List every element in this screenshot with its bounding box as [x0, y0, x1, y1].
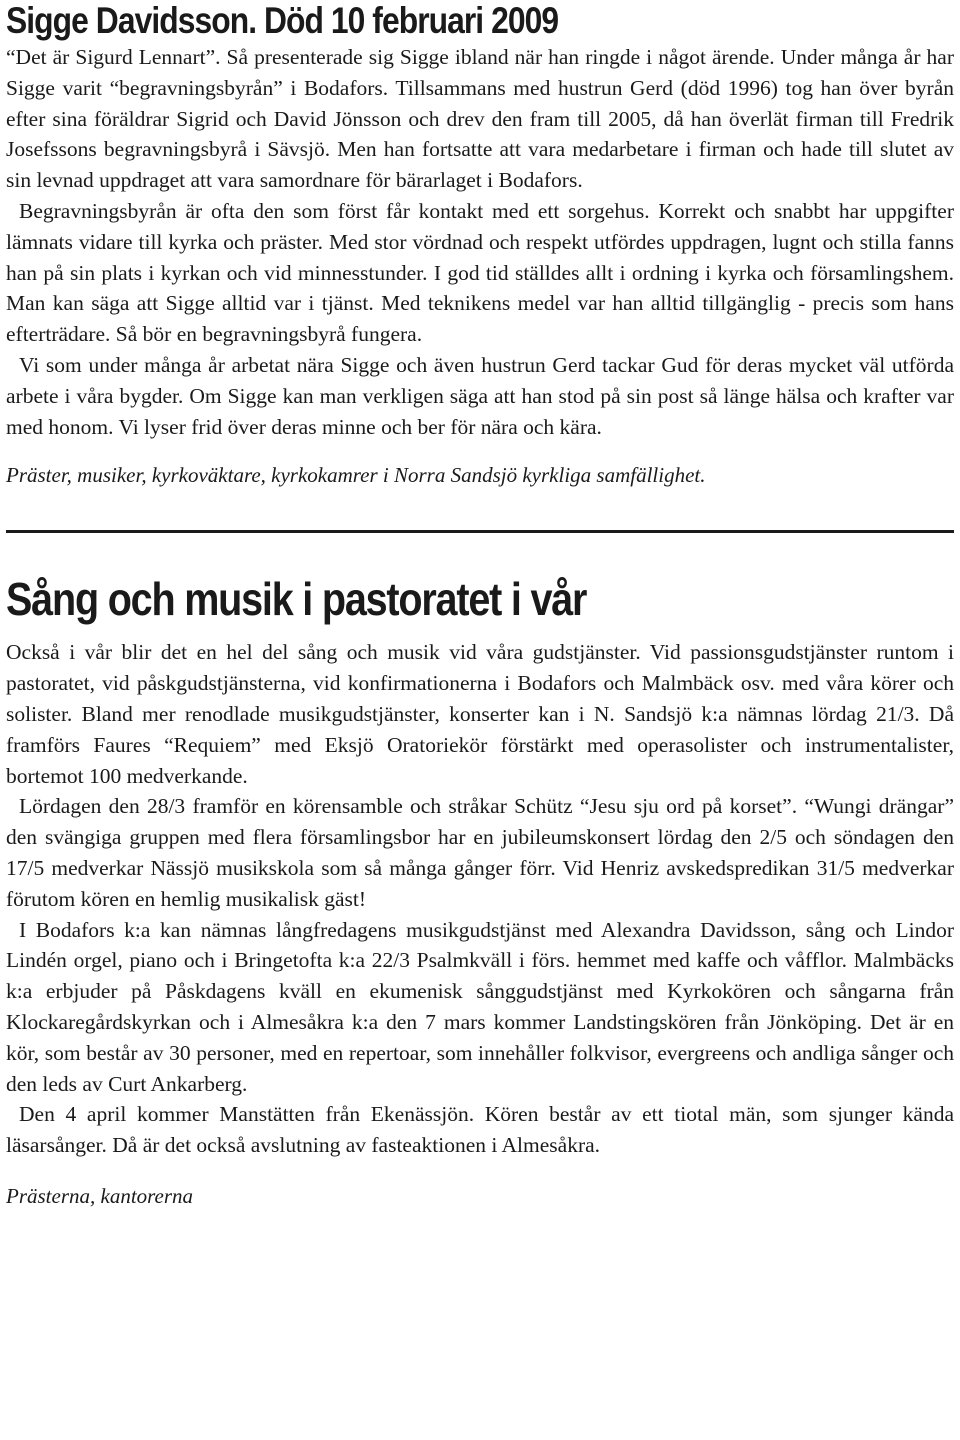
music-article-title: Sång och musik i pastoratet i vår [6, 573, 587, 626]
obituary-title: Sigge Davidsson. Död 10 februari 2009 [6, 0, 559, 41]
obituary-paragraph-1: “Det är Sigurd Lennart”. Så presenterade sig Sigge ibland när han ringde i något ärende. Under många år har Sigge varit “begravningsbyrån” i Bodafors. Tillsammans med hustrun Gerd (död 1996) tog han över byrån efter sina föräldrar Sigrid och David Jönsson och drev den fram till 2005, då han överlät firman till Fredrik Josefssons begravningsbyrå i Sävsjö. Men han fortsatte att vara medarbetare i firman och hade till slutet av sin levnad uppdraget att vara samordnare för bärarlaget i Bodafors. [6, 45, 954, 193]
music-paragraph-3: I Bodafors k:a kan nämnas långfredagens musikgudstjänst med Alexandra Davidsson, sång och Lindor Lindén orgel, piano och i Bringetofta k:a 22/3 Psalmkväll i förs. hemmet med kaffe och våfflor. Malmbäcks k:a erbjuder på Påskdagens kväll en ekumenisk sånggudstjänst med Kyrkokören och sångarna från Klockaregårdskyrkan och i Almesåkra k:a den 7 mars kommer Landstingskören från Jönköping. Det är en kör, som består av 30 personer, med en repertoar, som innehåller folkvisor, evergreens och andliga sånger och den leds av Curt Ankarberg. [6, 917, 954, 1096]
music-paragraph-2: Lördagen den 28/3 framför en körensamble och stråkar Schütz “Jesu sju ord på korset”. “Wungi drängar” den svängiga gruppen med flera församlingsbor har en jubileumskonsert lördag den 2/5 och söndagen den 17/5 medverkar Nässjö musikskola som så många gånger förr. Vid Henriz avskedspredikan 31/5 medverkar förutom kören en hemlig musikalisk gäst! [6, 794, 954, 911]
music-paragraph-1: Också i vår blir det en hel del sång och musik vid våra gudstjänster. Vid passionsgudstjänster runtom i pastoratet, vid påskgudstjänsterna, vid konfirmationerna i Bodafors och Malmbäck osv. med våra körer och solister. Bland mer renodlade musikgudstjänster, konserter kan i N. Sandsjö k:a nämnas lördag 21/3. Då framförs Faures “Requiem” med Eksjö Oratoriekör förstärkt med operasolister och instrumentalister, bortemot 100 medverkande. [6, 640, 954, 788]
music-signature: Prästerna, kantorerna [6, 1183, 194, 1208]
music-paragraph-4: Den 4 april kommer Manstätten från Ekenässjön. Kören består av ett tiotal män, som sjunger kända läsarsånger. Då är det också avslutning av fasteaktionen i Almesåkra. [6, 1102, 954, 1158]
obituary-paragraph-2: Begravningsbyrån är ofta den som först får kontakt med ett sorgehus. Korrekt och snabbt har uppgifter lämnats vidare till kyrka och präster. Med stor vördnad och respekt utfördes uppdragen, lugnt och stilla fanns han på sin plats i kyrkan och vid minnesstunder. I god tid ställdes allt i ordning i kyrka och församlingshem. Man kan säga att Sigge alltid var i tjänst. Med teknikens medel var han alltid tillgänglig - precis som hans efterträdare. Så bör en begravningsbyrå fungera. [6, 198, 954, 347]
obituary-signature: Präster, musiker, kyrkoväktare, kyrkokamrer i Norra Sandsjö kyrkliga samfällighet. [6, 463, 706, 488]
obituary-paragraph-3: Vi som under många år arbetat nära Sigge och även hustrun Gerd tackar Gud för deras mycket väl utförda arbete i våra bygder. Om Sigge kan man verkligen säga att han stod på sin post så länge hälsa och krafter var med honom. Vi lyser frid över deras minne och ber för nära och kära. [6, 352, 954, 439]
section-divider [6, 530, 954, 533]
